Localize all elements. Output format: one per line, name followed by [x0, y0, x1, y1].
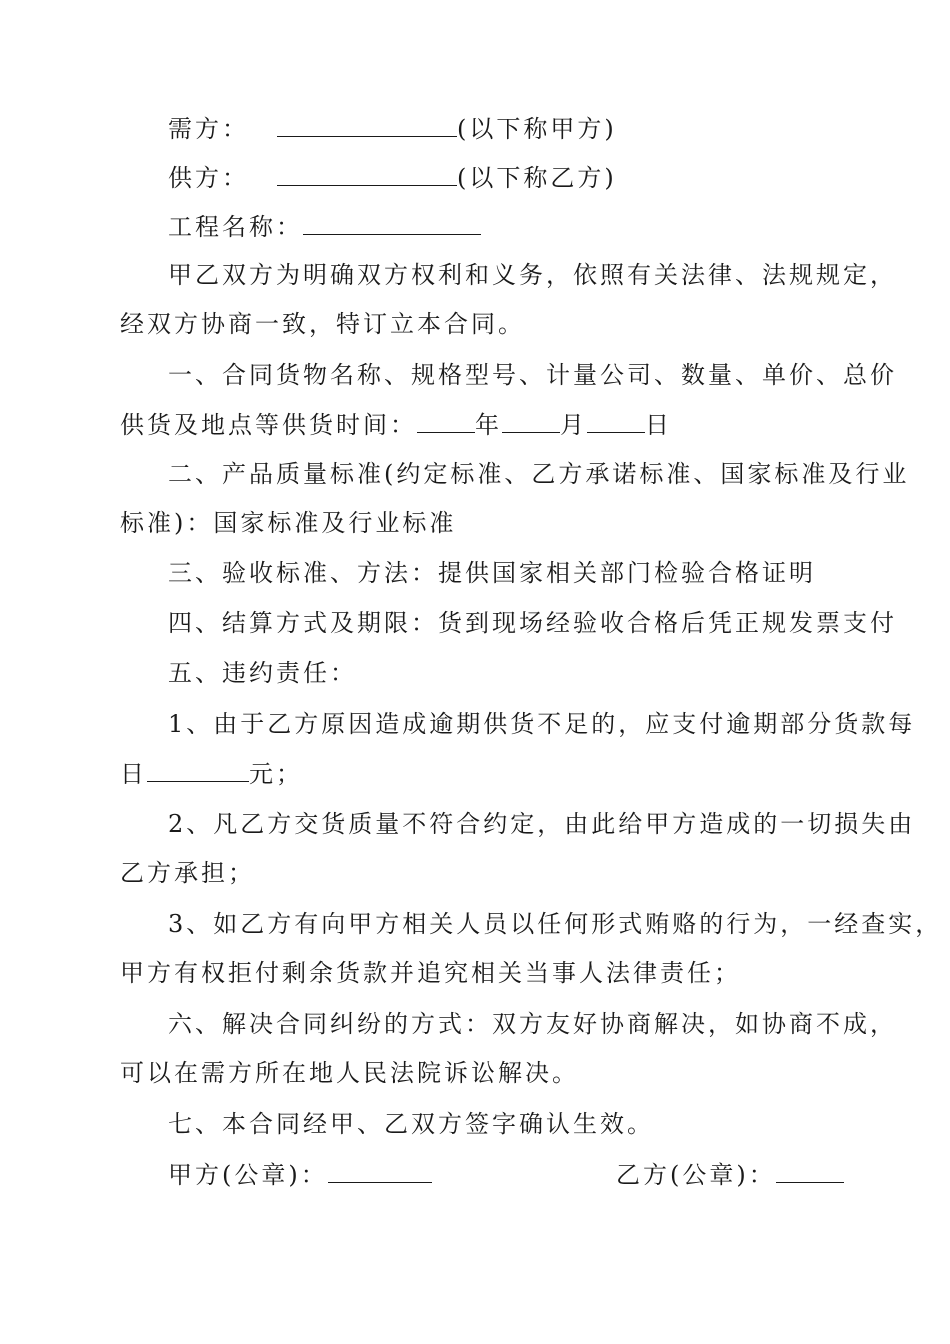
party-b-signature — [616, 1156, 846, 1192]
year-label: 年 — [475, 411, 502, 439]
clause4-line: 四、结算方式及期限：货到现场经验收合格后凭正规发票支付 — [168, 609, 897, 637]
buyer-suffix: (以下称甲方) — [457, 115, 617, 143]
clause5-item2-line-1: 2、凡乙方交货质量不符合约定，由此给甲方造成的一切损失由 — [168, 810, 916, 838]
supplier-label: 供方： — [168, 164, 249, 192]
supplier-blank[interactable] — [277, 159, 457, 186]
party-b-signature-label: 乙方(公章)： — [616, 1161, 776, 1189]
day-blank[interactable] — [587, 406, 645, 433]
daily-label: 日 — [120, 760, 147, 788]
project-label: 工程名称： — [168, 213, 303, 241]
party-a-signature-label: 甲方(公章)： — [168, 1161, 328, 1189]
clause6-line-2: 可以在需方所在地人民法院诉讼解决。 — [120, 1059, 579, 1087]
supplier-suffix: (以下称乙方) — [457, 164, 617, 192]
clause5-item2-line-2: 乙方承担； — [120, 859, 255, 887]
supplier-line — [168, 159, 898, 195]
buyer-label: 需方： — [168, 115, 249, 143]
clause5-item1-line-1: 1、由于乙方原因造成逾期供货不足的，应支付逾期部分货款每 — [168, 710, 916, 738]
clause7-line: 七、本合同经甲、乙双方签字确认生效。 — [168, 1110, 654, 1138]
project-line — [168, 208, 898, 244]
penalty-amount-blank[interactable] — [147, 755, 249, 782]
buyer-line — [168, 110, 898, 146]
intro-line-2: 经双方协商一致，特订立本合同。 — [120, 310, 525, 338]
clause6-line-1: 六、解决合同纠纷的方式：双方友好协商解决，如协商不成， — [168, 1010, 897, 1038]
intro-line-1: 甲乙双方为明确双方权利和义务，依照有关法律、法规规定， — [168, 261, 897, 289]
party-a-signature-blank[interactable] — [328, 1156, 432, 1183]
delivery-time-label: 供货及地点等供货时间： — [120, 411, 417, 439]
party-b-signature-blank[interactable] — [776, 1156, 844, 1183]
year-blank[interactable] — [417, 406, 475, 433]
clause5-item3-line-2: 甲方有权拒付剩余货款并追究相关当事人法律责任； — [120, 959, 741, 987]
project-blank[interactable] — [303, 208, 481, 235]
clause5-item3-line-1: 3、如乙方有向甲方相关人员以任何形式贿赂的行为，一经查实， — [168, 910, 943, 938]
clause2-line-1: 二、产品质量标准(约定标准、乙方承诺标准、国家标准及行业 — [168, 460, 910, 488]
clause1-line-1: 一、合同货物名称、规格型号、计量公司、数量、单价、总价 — [168, 361, 897, 389]
clause1-line-2 — [120, 406, 850, 442]
clause3-line: 三、验收标准、方法：提供国家相关部门检验合格证明 — [168, 559, 816, 587]
day-label: 日 — [645, 411, 672, 439]
clause2-line-2: 标准)：国家标准及行业标准 — [120, 509, 457, 537]
currency-label: 元； — [249, 760, 303, 788]
clause5-item1-line-2 — [120, 755, 850, 791]
month-blank[interactable] — [502, 406, 560, 433]
buyer-blank[interactable] — [277, 110, 457, 137]
clause5-title: 五、违约责任： — [168, 659, 357, 687]
month-label: 月 — [560, 411, 587, 439]
